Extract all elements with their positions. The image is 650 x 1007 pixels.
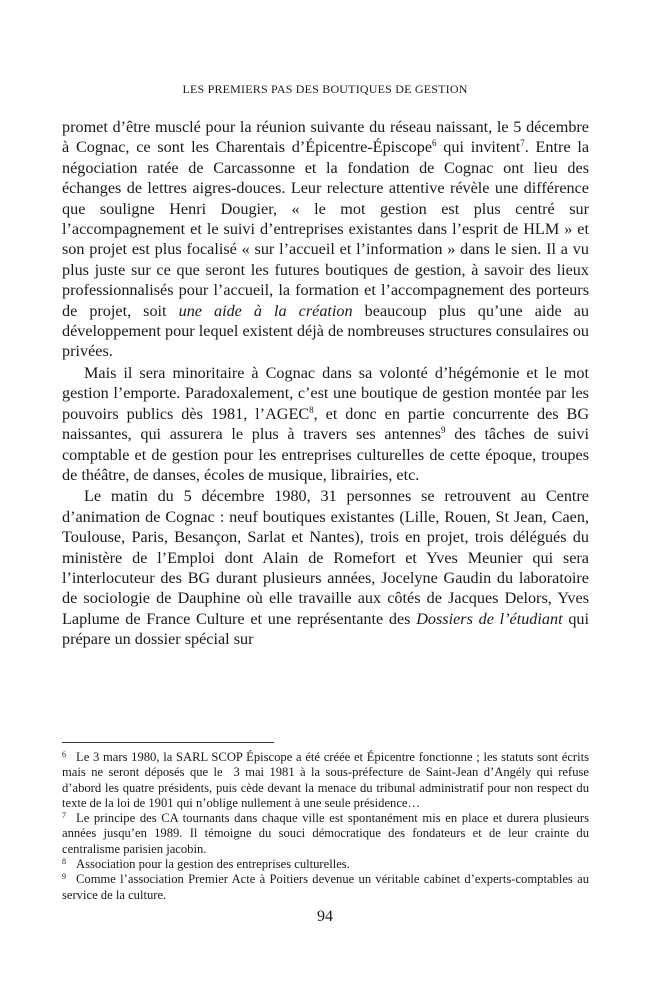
footnote-ref-6[interactable]: 6 (432, 138, 437, 149)
footnote-6 (62, 750, 589, 811)
footnote-divider (62, 742, 274, 743)
footnote-text: Le 3 mars 1980, la SARL SCOP Épiscope a été créée et Épicentre fonctionne ; les statuts sont écrits mais ne seront déposés que le 3 mai 1981 à la sous-préfecture de Saint-Jean d’Angély qui refuse d’abord les quatre présidents, puis cède devant la menace du tribunal administratif pour non respect du texte de la loi de 1901 qui n’oblige nullement à une seule présidence… (62, 750, 589, 810)
footnote-number: 8 (62, 857, 66, 867)
paragraph-1 (62, 117, 589, 362)
paragraph-2-text-c: des tâches de suivi comptable et de gestion pour les entreprises culturelles de cette époque, troupes de théâtre, de danses, écoles de musique, librairies, etc. (62, 425, 589, 484)
footnote-number: 6 (62, 750, 66, 759)
footnote-ref-8[interactable]: 8 (309, 404, 314, 415)
paragraph-1-text-b: qui invitent (436, 138, 521, 157)
footnote-ref-9[interactable]: 9 (441, 425, 446, 436)
main-text (62, 117, 589, 650)
footnote-text: Association pour la gestion des entreprises culturelles. (76, 857, 350, 872)
footnotes (62, 750, 589, 903)
page-number: 94 (317, 908, 333, 925)
paragraph-1-text-d: beaucoup plus qu’une aide au développement pour lequel existent déjà de nombreuses structures consulaires ou privées. (62, 301, 590, 361)
paragraph-2-text-a: Mais il sera minoritaire à Cognac dans sa volonté d’hégémonie et le mot gestion l’emporte. Paradoxalement, c’est une boutique de gestion montée par les pouvoirs publics dès 1981, l’AGEC (62, 363, 589, 423)
footnote-text: Le principe des CA tournants dans chaque ville est spontanément mis en place et durera plusieurs années jusqu’en 1989. Il témoigne du souci démocratique des fondateurs et de leur crainte du centralisme parisien jacobin. (62, 811, 589, 856)
footnote-text: Comme l’association Premier Acte à Poitiers devenue un véritable cabinet d’experts-comptables au service de la culture. (62, 872, 589, 902)
paragraph-3-text-a: Le matin du 5 décembre 1980, 31 personnes se retrouvent au Centre d’animation de Cognac : neuf boutiques existantes (Lille, Rouen, St Jean, Caen, Toulouse, Paris, Besançon, Sarlat et Nantes), trois en projet, trois délégués du ministère de l’Emploi dont Alain de Romefort et Yves Meunier qui sera l’interlocuteur des BG durant plusieurs années, Jocelyne Gaudin du laboratoire de sociologie de Dauphine où elle travaille aux côtés de Jacques Delors, Yves Laplume de France Culture et une représentante des (62, 487, 589, 628)
footnote-8 (62, 857, 589, 872)
footnote-number: 9 (62, 872, 66, 882)
paragraph-1-text-a: promet d’être musclé pour la réunion suivante du réseau naissant, le 5 décembre à Cognac, ce sont les Charentais d’Épicentre-Épiscope (62, 118, 589, 157)
paragraph-3-italic: Dossiers de l’étudiant (416, 609, 563, 628)
paragraph-3 (62, 486, 589, 649)
paragraph-2 (62, 363, 589, 485)
running-header: LES PREMIERS PAS DES BOUTIQUES DE GESTION (182, 82, 468, 96)
paragraph-1-text-c: . Entre la négociation ratée de Carcassonne et la fondation de Cognac ont lieu des échanges de lettres aigres-douces. Leur relecture attentive révèle une différence que souligne Henri Dougier, « le mot gestion est plus centré sur l’accompagnement et le suivi d’entreprises existantes dans l’esprit de HLM » et son projet est plus focalisé « sur l’accueil et l’information » dans le sien. Il a vu plus juste sur ce que seront les futures boutiques de gestion, à savoir des lieux professionnalisés pour l’accueil, la formation et l’accompagnement des porteurs de projet, soit (62, 138, 590, 320)
paragraph-1-italic: une aide à la création (178, 301, 353, 320)
paragraph-2-text-b: , et donc en partie concurrente des BG naissantes, qui assurera le plus à travers ses antennes (62, 404, 590, 444)
paragraph-3-text-b: qui prépare un dossier spécial sur (62, 609, 589, 649)
footnote-ref-7[interactable]: 7 (520, 138, 525, 149)
footnote-9 (62, 872, 589, 903)
footnote-number: 7 (62, 811, 66, 821)
footnote-7 (62, 811, 589, 857)
